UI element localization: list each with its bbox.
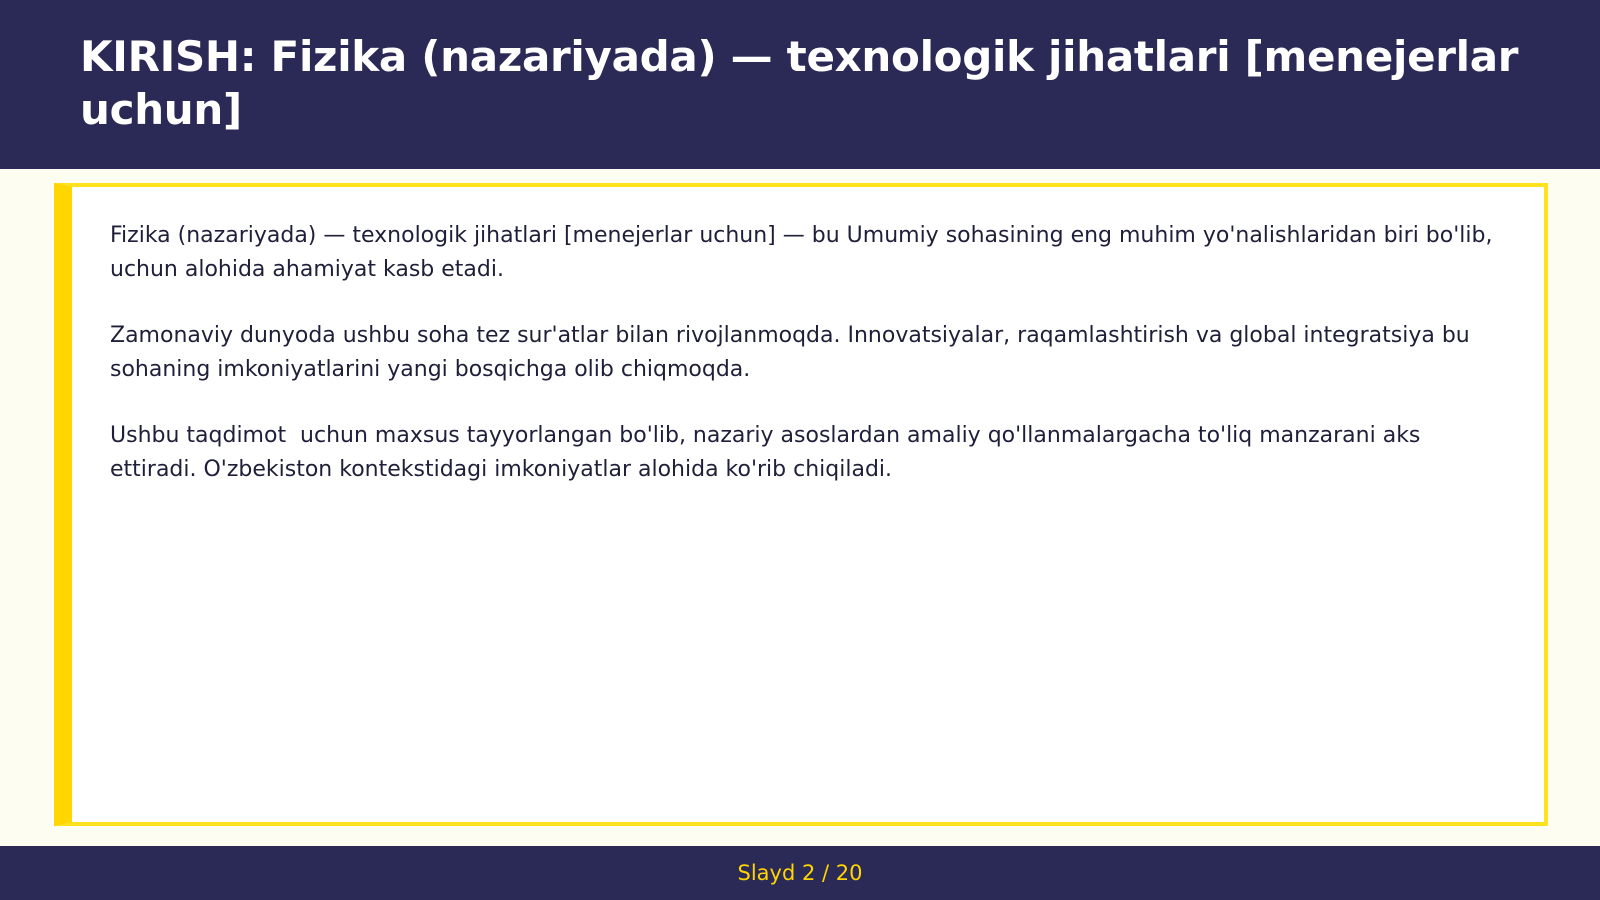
slide-footer bbox=[0, 846, 1600, 900]
slide-header bbox=[0, 0, 1600, 169]
slide-title: KIRISH: Fizika (nazariyada) — texnologik jihatlari [menejerlar uchun] bbox=[80, 32, 1519, 134]
paragraph-intro: Fizika (nazariyada) — texnologik jihatlari [menejerlar uchun] — bu Umumiy sohasining eng muhim yo'nalishlaridan biri bo'lib, uchun alohida ahamiyat kasb etadi. bbox=[110, 223, 1507, 282]
paragraph-modern-world: Zamonaviy dunyoda ushbu soha tez sur'atlar bilan rivojlanmoqda. Innovatsiyalar, raqamlashtirish va global integratsiya bu sohaning imkoniyatlarini yangi bosqichga olib chiqmoqda. bbox=[110, 323, 1477, 382]
content-card bbox=[54, 183, 1548, 826]
slide-counter: Slayd 2 / 20 bbox=[737, 861, 863, 885]
paragraph-presentation: Ushbu taqdimot uchun maxsus tayyorlangan bo'lib, nazariy asoslardan amaliy qo'llanmalargacha to'liq manzarani aks ettiradi. O'zbekiston kontekstidagi imkoniyatlar alohida ko'rib chiqiladi. bbox=[110, 423, 1428, 482]
